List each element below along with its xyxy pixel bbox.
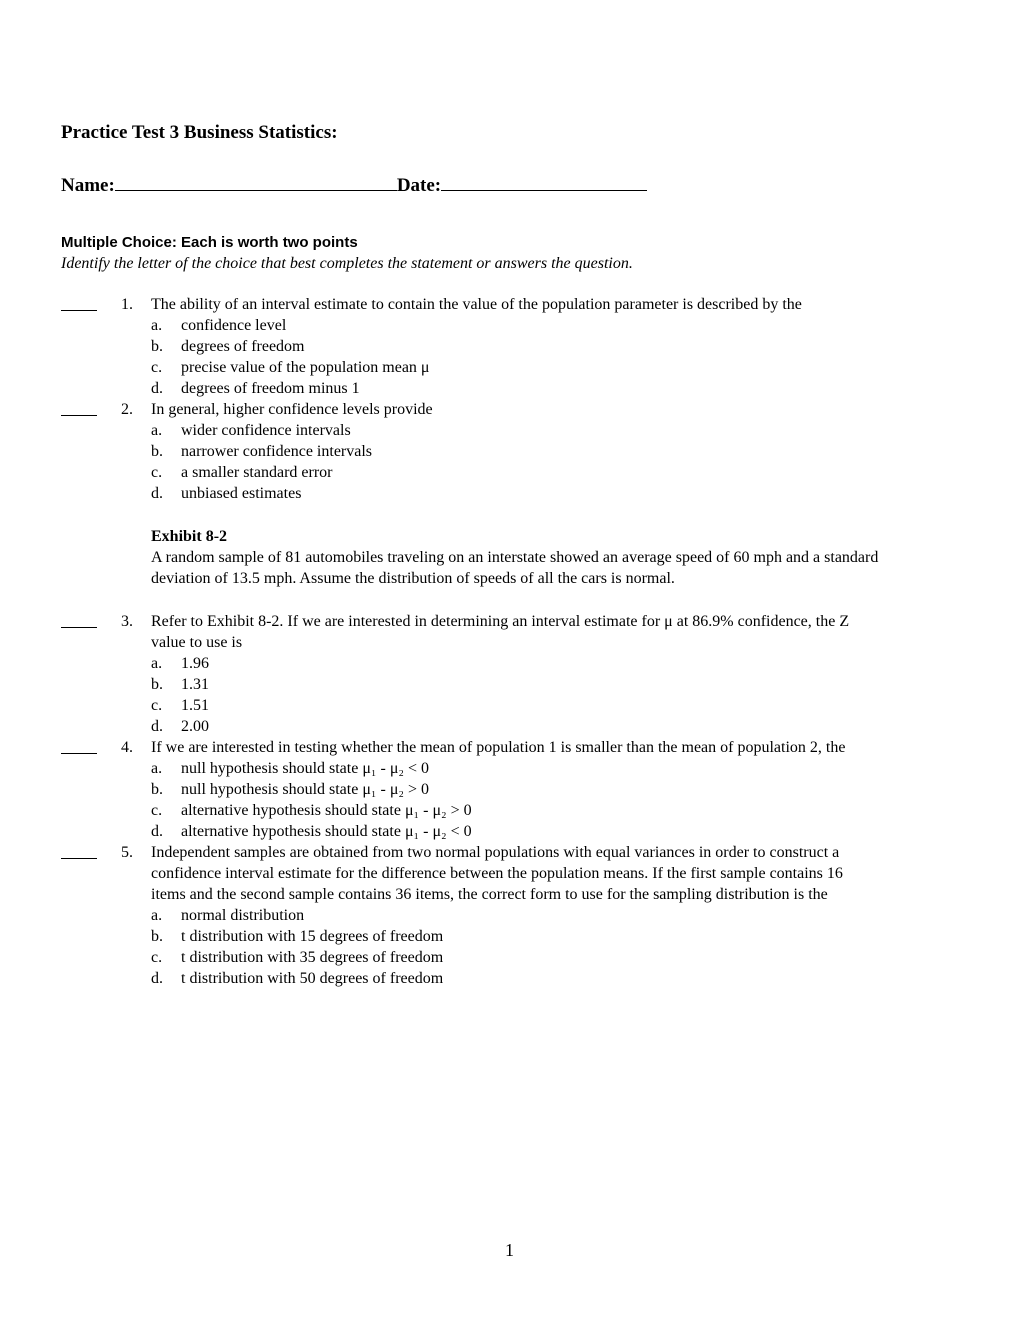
option-text: t distribution with 15 degrees of freedom bbox=[181, 928, 444, 945]
name-label: Name: bbox=[61, 175, 115, 196]
option-letter: a. bbox=[151, 317, 163, 334]
option-text: t distribution with 50 degrees of freedom bbox=[181, 970, 444, 987]
question-3 bbox=[61, 611, 881, 737]
option-letter: a. bbox=[151, 655, 163, 672]
answer-option bbox=[151, 758, 881, 779]
question-4 bbox=[61, 737, 881, 842]
answer-option bbox=[151, 315, 881, 336]
answer-option bbox=[151, 905, 881, 926]
answer-option bbox=[151, 483, 881, 504]
exhibit-title: Exhibit 8-2 bbox=[151, 528, 228, 545]
answer-blank[interactable] bbox=[61, 399, 97, 416]
option-letter: b. bbox=[151, 928, 163, 945]
option-text: degrees of freedom minus 1 bbox=[181, 380, 360, 397]
option-letter: c. bbox=[151, 949, 163, 966]
answer-option bbox=[151, 926, 881, 947]
question-1 bbox=[61, 294, 881, 399]
answer-blank[interactable] bbox=[61, 611, 97, 628]
option-letter: a. bbox=[151, 760, 163, 777]
answer-option bbox=[151, 968, 881, 989]
question-number: 2. bbox=[121, 401, 133, 418]
question-number: 1. bbox=[121, 296, 133, 313]
option-text: normal distribution bbox=[181, 907, 305, 924]
option-letter: a. bbox=[151, 907, 163, 924]
option-text: precise value of the population mean μ bbox=[181, 359, 430, 376]
option-text: a smaller standard error bbox=[181, 464, 333, 481]
answer-option bbox=[151, 336, 881, 357]
exhibit-text: A random sample of 81 automobiles traveling on an interstate showed an average speed of 60 mph and a standard deviation of 13.5 mph. Assume the distribution of speeds of all the cars is normal. bbox=[151, 549, 879, 587]
option-letter: b. bbox=[151, 443, 163, 460]
question-text: Independent samples are obtained from two normal populations with equal variances in order to construct a confidence interval estimate for the difference between the population means. If the first sample contains 16 items and the second sample contains 36 items, the correct form to use for the sampling distribution is the bbox=[151, 844, 843, 903]
answer-option bbox=[151, 800, 881, 821]
option-text: wider confidence intervals bbox=[181, 422, 351, 439]
option-letter: d. bbox=[151, 970, 163, 987]
answer-option bbox=[151, 695, 881, 716]
answer-option bbox=[151, 653, 881, 674]
option-letter: d. bbox=[151, 823, 163, 840]
question-2 bbox=[61, 399, 881, 504]
option-text: null hypothesis should state μ₁ - μ₂ < 0 bbox=[181, 760, 429, 777]
page-title: Practice Test 3 Business Statistics: bbox=[61, 122, 338, 143]
answer-option bbox=[151, 674, 881, 695]
option-letter: c. bbox=[151, 802, 163, 819]
answer-option bbox=[151, 357, 881, 378]
answer-option bbox=[151, 779, 881, 800]
date-label: Date: bbox=[396, 175, 442, 196]
option-text: t distribution with 35 degrees of freedom bbox=[181, 949, 444, 966]
answer-blank[interactable] bbox=[61, 737, 97, 754]
question-number: 3. bbox=[121, 613, 133, 630]
question-list bbox=[61, 294, 881, 989]
question-5 bbox=[61, 842, 881, 989]
page-number: 1 bbox=[505, 1240, 514, 1260]
option-letter: c. bbox=[151, 697, 163, 714]
option-text: 1.96 bbox=[181, 655, 209, 672]
exhibit-8-2 bbox=[61, 526, 881, 589]
option-text: narrower confidence intervals bbox=[181, 443, 373, 460]
option-letter: c. bbox=[151, 464, 163, 481]
option-text: alternative hypothesis should state μ₁ - μ₂ < 0 bbox=[181, 823, 472, 840]
option-letter: b. bbox=[151, 676, 163, 693]
option-letter: c. bbox=[151, 359, 163, 376]
answer-option bbox=[151, 420, 881, 441]
option-letter: b. bbox=[151, 338, 163, 355]
answer-option bbox=[151, 441, 881, 462]
question-text: If we are interested in testing whether the mean of population 1 is smaller than the mean of population 2, the bbox=[151, 739, 846, 756]
section-heading: Multiple Choice: Each is worth two points bbox=[61, 234, 358, 251]
question-text: Refer to Exhibit 8-2. If we are interested in determining an interval estimate for μ at 86.9% confidence, the Z value to use is bbox=[151, 613, 850, 651]
question-number: 5. bbox=[121, 844, 133, 861]
question-text: The ability of an interval estimate to contain the value of the population parameter is described by the bbox=[151, 296, 802, 313]
answer-option bbox=[151, 821, 881, 842]
option-text: unbiased estimates bbox=[181, 485, 302, 502]
answer-blank[interactable] bbox=[61, 294, 97, 311]
option-letter: b. bbox=[151, 781, 163, 798]
answer-blank[interactable] bbox=[61, 842, 97, 859]
answer-option bbox=[151, 716, 881, 737]
question-text: In general, higher confidence levels provide bbox=[151, 401, 433, 418]
name-field[interactable] bbox=[115, 172, 397, 191]
option-letter: d. bbox=[151, 380, 163, 397]
option-text: null hypothesis should state μ₁ - μ₂ > 0 bbox=[181, 781, 429, 798]
question-number: 4. bbox=[121, 739, 133, 756]
option-text: alternative hypothesis should state μ₁ - μ₂ > 0 bbox=[181, 802, 472, 819]
answer-option bbox=[151, 462, 881, 483]
instructions-text: Identify the letter of the choice that best completes the statement or answers the question. bbox=[61, 255, 633, 272]
name-date-row bbox=[61, 172, 647, 197]
option-letter: d. bbox=[151, 485, 163, 502]
option-text: 1.31 bbox=[181, 676, 209, 693]
option-text: 2.00 bbox=[181, 718, 209, 735]
answer-option bbox=[151, 378, 881, 399]
option-letter: a. bbox=[151, 422, 163, 439]
answer-option bbox=[151, 947, 881, 968]
date-field[interactable] bbox=[441, 172, 647, 191]
option-letter: d. bbox=[151, 718, 163, 735]
option-text: confidence level bbox=[181, 317, 287, 334]
section-instructions bbox=[61, 232, 633, 274]
option-text: 1.51 bbox=[181, 697, 209, 714]
option-text: degrees of freedom bbox=[181, 338, 305, 355]
